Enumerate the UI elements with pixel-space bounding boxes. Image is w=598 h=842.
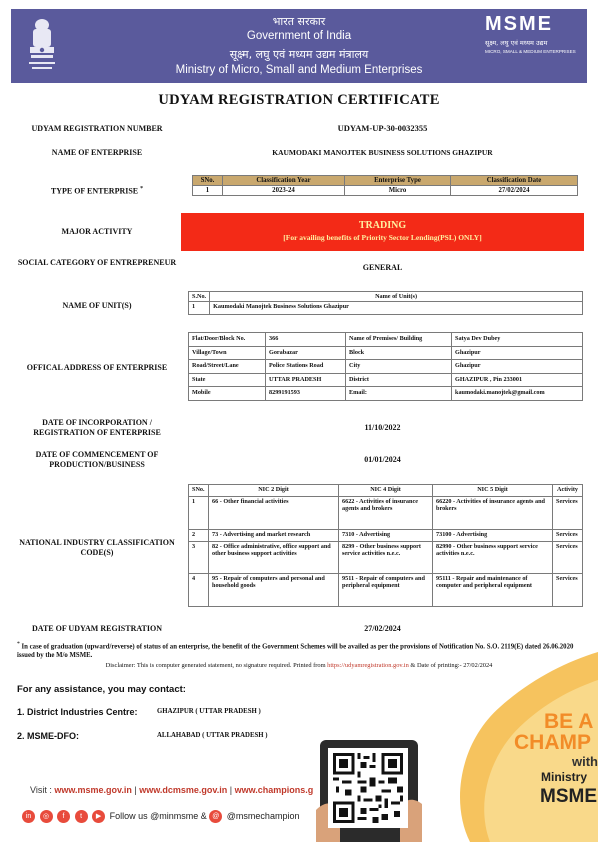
government-hindi: भारत सरकार bbox=[272, 15, 326, 28]
dic-label: 1. District Industries Centre: bbox=[17, 707, 138, 717]
table-cell: 27/02/2024 bbox=[451, 186, 578, 196]
table-row bbox=[189, 346, 583, 360]
table-cell: 3 bbox=[189, 542, 209, 574]
table-header: Classification Year bbox=[223, 176, 345, 186]
enterprise-type-label-text: TYPE OF ENTERPRISE bbox=[50, 186, 139, 196]
major-activity-value: TRADING bbox=[358, 220, 407, 231]
champions-tagline-with: with bbox=[572, 754, 598, 769]
table-cell: kaumodaki.manojtek@gmail.com bbox=[452, 387, 583, 401]
table-cell: 6622 - Activities of insurance agents and brokers bbox=[339, 497, 433, 530]
table-header: Enterprise Type bbox=[345, 176, 451, 186]
table-row bbox=[189, 530, 583, 542]
table-cell: 7310 - Advertising bbox=[339, 530, 433, 542]
table-header: Activity bbox=[553, 485, 583, 497]
table-cell: Mobile bbox=[189, 387, 266, 401]
table-cell: Road/Street/Lane bbox=[189, 360, 266, 374]
table-row bbox=[189, 497, 583, 530]
table-cell: Services bbox=[553, 574, 583, 607]
table-cell: District bbox=[346, 373, 452, 387]
table-header: S.No. bbox=[189, 292, 210, 302]
graduation-note-mark: * bbox=[17, 641, 20, 647]
msme-logo bbox=[485, 14, 581, 60]
msme-logo-english: MICRO, SMALL & MEDIUM ENTERPRISES bbox=[485, 49, 576, 54]
follow-label: Follow us bbox=[109, 810, 148, 821]
table-cell: 66 - Other financial activities bbox=[209, 497, 339, 530]
official-address-label: OFFICAL ADDRESS OF ENTERPRISE bbox=[26, 363, 168, 372]
table-cell: Satya Dev Dubey bbox=[452, 333, 583, 347]
table-cell: 8299 - Other business support service activities n.e.c. bbox=[339, 542, 433, 574]
table-cell: State bbox=[189, 373, 266, 387]
table-cell: City bbox=[346, 360, 452, 374]
table-cell: 73100 - Advertising bbox=[433, 530, 553, 542]
commencement-date-label: DATE OF COMMENCEMENT OF PRODUCTION/BUSINESS bbox=[35, 450, 159, 469]
table-row bbox=[189, 302, 583, 315]
table-cell: Ghazipur bbox=[452, 360, 583, 374]
champions-website-link[interactable]: www.champions.g bbox=[234, 785, 314, 795]
table-header: NIC 2 Digit bbox=[209, 485, 339, 497]
ministry-hindi: सूक्ष्म, लघु एवं मध्यम उद्यम मंत्रालय bbox=[229, 48, 369, 61]
table-header: SNo. bbox=[189, 485, 209, 497]
footer-social bbox=[22, 810, 442, 830]
table-header-row bbox=[189, 485, 583, 497]
table-row bbox=[189, 542, 583, 574]
table-cell: 4 bbox=[189, 574, 209, 607]
champions-tagline-msme: MSME bbox=[540, 786, 597, 807]
major-activity-label: MAJOR ACTIVITY bbox=[61, 227, 133, 236]
msme-dfo-label: 2. MSME-DFO: bbox=[17, 731, 79, 741]
msme-website-link[interactable]: www.msme.gov.in bbox=[54, 785, 132, 795]
table-cell: Police Stations Road bbox=[266, 360, 346, 374]
dcmsme-website-link[interactable]: www.dcmsme.gov.in bbox=[139, 785, 228, 795]
footer-visit-links: Visit : www.msme.gov.in | www.dcmsme.gov.in | www.champions.g bbox=[30, 785, 314, 795]
msme-logo-hindi: सूक्ष्म, लघु एवं मध्यम उद्यम bbox=[485, 39, 548, 47]
unit-name-table bbox=[188, 291, 583, 315]
graduation-note-text: In case of graduation (upward/reverse) of status of an enterprise, the benefit of the Government Schemes will be availed as per the provisions of Notification No. S.O. 2119(E) dated 26.06.2020 issued by the M/o MSME. bbox=[17, 643, 574, 660]
official-address-table bbox=[188, 332, 583, 401]
champions-tagline-ministry: Ministry bbox=[541, 770, 588, 784]
youtube-icon[interactable]: ▶ bbox=[92, 810, 105, 823]
table-cell: 8299191593 bbox=[266, 387, 346, 401]
social-category-value: GENERAL bbox=[362, 263, 403, 272]
udyam-registration-link[interactable]: https://udyamregistration.gov.in bbox=[327, 662, 409, 669]
table-cell: Email: bbox=[346, 387, 452, 401]
champions-tagline-be: BE A bbox=[544, 710, 594, 733]
table-row bbox=[193, 186, 578, 196]
table-cell: Services bbox=[553, 497, 583, 530]
ministry-english: Ministry of Micro, Small and Medium Enterprises bbox=[175, 64, 423, 76]
registration-number-value: UDYAM-UP-30-0032355 bbox=[337, 123, 428, 133]
enterprise-type-table bbox=[192, 175, 578, 196]
social-category-label: SOCIAL CATEGORY OF ENTREPRENEUR bbox=[17, 258, 177, 267]
msme-dfo-value: ALLAHABAD ( UTTAR PRADESH ) bbox=[157, 732, 268, 739]
minmsme-handle[interactable]: @minmsme & bbox=[150, 810, 207, 821]
incorporation-date-label: DATE OF INCORPORATION / REGISTRATION OF ENTERPRISE bbox=[33, 418, 161, 437]
unit-name-label: NAME OF UNIT(S) bbox=[62, 301, 132, 310]
disclaimer-suffix: & Date of printing:- 27/02/2024 bbox=[410, 662, 493, 669]
table-cell: 1 bbox=[189, 302, 210, 315]
incorporation-date-value: 11/10/2022 bbox=[364, 423, 401, 432]
table-header: Name of Unit(s) bbox=[210, 292, 583, 302]
table-cell: 82990 - Other business support service activities n.e.c. bbox=[433, 542, 553, 574]
msmechampion-handle[interactable]: @msmechampion bbox=[226, 810, 300, 821]
nic-codes-label: NATIONAL INDUSTRY CLASSIFICATION CODE(S) bbox=[19, 538, 175, 557]
table-header: NIC 4 Digit bbox=[339, 485, 433, 497]
msme-logo-word: MSME bbox=[485, 13, 553, 35]
table-cell: 82 - Office administrative, office support and other business support activities bbox=[209, 542, 339, 574]
table-cell: UTTAR PRADESH bbox=[266, 373, 346, 387]
table-cell: Ghazipur bbox=[452, 346, 583, 360]
major-activity-box bbox=[181, 213, 584, 251]
table-row bbox=[189, 360, 583, 374]
table-cell: Name of Premises/ Building bbox=[346, 333, 452, 347]
table-header: SNo. bbox=[193, 176, 223, 186]
champions-tagline-champ: CHAMP bbox=[514, 731, 591, 754]
twitter-icon[interactable]: t bbox=[75, 810, 88, 823]
table-cell: Block bbox=[346, 346, 452, 360]
table-cell: 366 bbox=[266, 333, 346, 347]
registration-number-label: UDYAM REGISTRATION NUMBER bbox=[31, 124, 163, 133]
visit-label: Visit : bbox=[30, 785, 52, 795]
table-cell: 73 - Advertising and market research bbox=[209, 530, 339, 542]
government-english: Government of India bbox=[246, 30, 352, 42]
dic-value: GHAZIPUR ( UTTAR PRADESH ) bbox=[157, 708, 261, 715]
table-header: NIC 5 Digit bbox=[433, 485, 553, 497]
enterprise-type-footnote-mark: * bbox=[140, 186, 144, 192]
table-header-row bbox=[189, 292, 583, 302]
udyam-date-label: DATE OF UDYAM REGISTRATION bbox=[31, 624, 162, 633]
instagram-icon[interactable]: ◎ bbox=[40, 810, 53, 823]
table-cell: Flat/Door/Block No. bbox=[189, 333, 266, 347]
enterprise-name-label: NAME OF ENTERPRISE bbox=[51, 148, 143, 157]
facebook-icon[interactable]: f bbox=[57, 810, 70, 823]
major-activity-note: [For availing benefits of Priority Sector Lending(PSL) ONLY] bbox=[283, 233, 482, 242]
table-cell: Gorabazar bbox=[266, 346, 346, 360]
table-cell: 2023-24 bbox=[223, 186, 345, 196]
table-cell: 1 bbox=[193, 186, 223, 196]
table-header: Classification Date bbox=[451, 176, 578, 186]
disclaimer-prefix: Disclaimer: This is computer generated statement, no signature required. Printed from bbox=[105, 662, 326, 669]
table-header-row bbox=[193, 176, 578, 186]
table-cell: Services bbox=[553, 542, 583, 574]
udyam-date-value: 27/02/2024 bbox=[364, 624, 401, 633]
enterprise-name-value: KAUMODAKI MANOJTEK BUSINESS SOLUTIONS GHAZIPUR bbox=[272, 148, 493, 157]
table-row bbox=[189, 373, 583, 387]
table-cell: 2 bbox=[189, 530, 209, 542]
table-row bbox=[189, 387, 583, 401]
table-cell: Village/Town bbox=[189, 346, 266, 360]
certificate-title: UDYAM REGISTRATION CERTIFICATE bbox=[158, 92, 440, 108]
table-cell: 1 bbox=[189, 497, 209, 530]
table-cell: 66220 - Activities of insurance agents and brokers bbox=[433, 497, 553, 530]
table-cell: Kaumodaki Manojtek Business Solutions Ghazipur bbox=[210, 302, 583, 315]
linkedin-icon[interactable]: in bbox=[22, 810, 35, 823]
table-row bbox=[189, 574, 583, 607]
certificate-header bbox=[11, 9, 587, 83]
enterprise-type-label bbox=[17, 185, 177, 196]
nic-codes-table bbox=[188, 484, 583, 607]
table-cell: 95111 - Repair and maintenance of computer and peripheral equipment bbox=[433, 574, 553, 607]
table-cell: 95 - Repair of computers and personal and household goods bbox=[209, 574, 339, 607]
at-icon: @ bbox=[209, 810, 222, 823]
table-cell: GHAZIPUR , Pin 233001 bbox=[452, 373, 583, 387]
assistance-heading: For any assistance, you may contact: bbox=[17, 684, 186, 695]
table-cell: 9511 - Repair of computers and peripheral equipment bbox=[339, 574, 433, 607]
table-row bbox=[189, 333, 583, 347]
table-cell: Services bbox=[553, 530, 583, 542]
table-cell: Micro bbox=[345, 186, 451, 196]
commencement-date-value: 01/01/2024 bbox=[364, 455, 401, 464]
